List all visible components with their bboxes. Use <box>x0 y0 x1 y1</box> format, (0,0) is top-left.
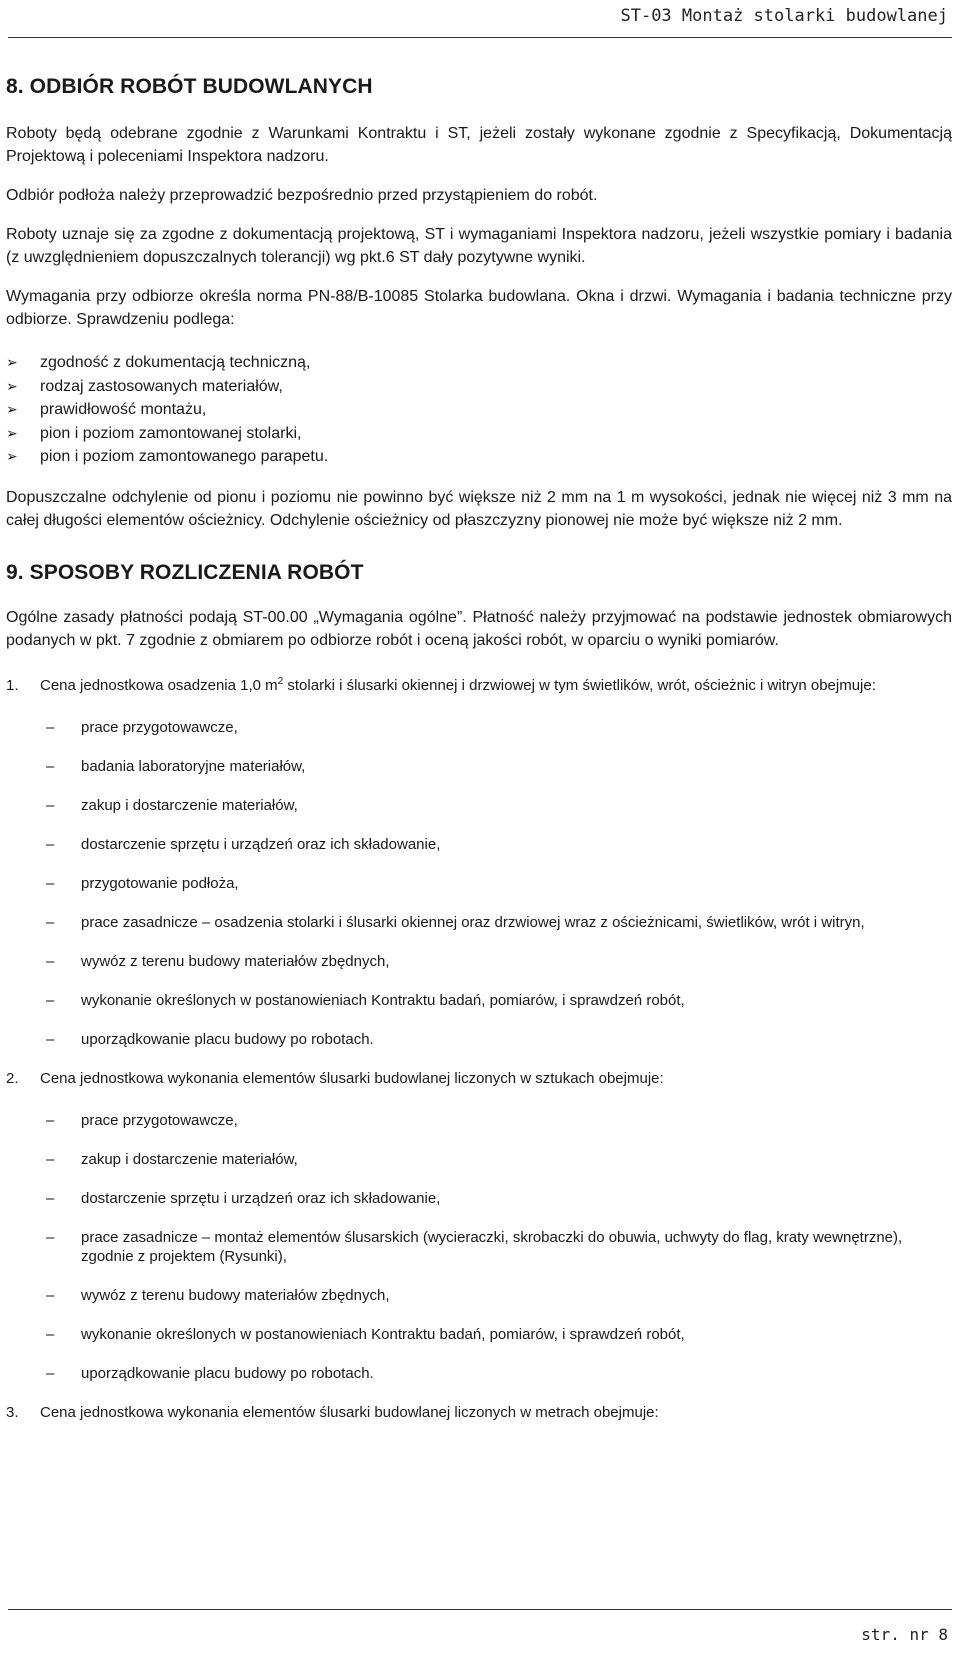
pricing-item-heading <box>6 1069 952 1089</box>
acceptance-check-text: rodzaj zastosowanych materiałów, <box>40 377 283 395</box>
acceptance-check-text: zgodność z dokumentacją techniczną, <box>40 354 311 371</box>
scope-list-item <box>6 1364 952 1383</box>
scope-list-text: przygotowanie podłoża, <box>81 874 239 892</box>
scope-list-item <box>6 796 952 815</box>
dash-bullet-icon: – <box>46 1150 55 1168</box>
section-8-paragraph-4: Wymagania przy odbiorze określa norma PN-88/B-10085 Stolarka budowlana. Okna i drzwi. Wymagania i badania techniczne przy odbiorze. Sprawdzeniu podlega: <box>6 288 952 328</box>
scope-list-item <box>6 952 952 971</box>
scope-list-text: wykonanie określonych w postanowieniach Kontraktu badań, pomiarów, i sprawdzeń robót, <box>81 991 685 1009</box>
section-9-paragraph-1: Ogólne zasady płatności podają ST-00.00 „Wymagania ogólne”. Płatność należy przyjmować na podstawie jednostek obmiarowych podanych w pkt. 7 zgodnie z obmiarem po odbiorze robót i oceną jakości robót, w oparciu o wyniki pomiarów. <box>6 608 952 649</box>
dash-bullet-icon: – <box>46 1325 55 1343</box>
dash-bullet-icon: – <box>46 835 55 853</box>
arrow-bullet-icon: ➢ <box>6 448 18 464</box>
pricing-item-text <box>40 1069 664 1089</box>
scope-list-text: dostarczenie sprzętu i urządzeń oraz ich składowanie, <box>81 835 441 853</box>
dash-bullet-icon: – <box>46 718 55 736</box>
acceptance-check-text: pion i poziom zamontowanego parapetu. <box>40 448 329 465</box>
dash-bullet-icon: – <box>46 757 55 775</box>
dash-bullet-icon: – <box>46 1030 55 1048</box>
scope-list-item <box>6 1228 952 1266</box>
scope-list-item <box>6 1325 952 1344</box>
dash-bullet-icon: – <box>46 991 55 1009</box>
acceptance-checks-list <box>6 351 952 469</box>
scope-list-item <box>6 835 952 854</box>
pricing-item-text <box>40 1403 659 1423</box>
pricing-item-heading <box>6 1403 952 1423</box>
acceptance-check-item <box>6 375 952 399</box>
scope-list-text: badania laboratoryjne materiałów, <box>81 757 306 775</box>
pricing-item-text-before: Cena jednostkowa wykonania elementów ślusarki budowlanej liczonych w metrach obejmuje: <box>40 1403 659 1421</box>
arrow-bullet-icon: ➢ <box>6 377 18 394</box>
pricing-item-number: 2. <box>6 1069 19 1087</box>
pricing-item-superscript: 2 <box>277 675 284 687</box>
scope-list-text: prace zasadnicze – osadzenia stolarki i ślusarki okiennej oraz drzwiowej wraz z ościeżnicami, świetlików, wrót i witryn, <box>81 913 865 931</box>
pricing-item-heading <box>6 676 952 696</box>
scope-list-text: uporządkowanie placu budowy po robotach. <box>81 1030 374 1048</box>
pricing-item-text-after: stolarki i ślusarki okiennej i drzwiowej w tym świetlików, wrót, ościeżnic i witryn obejmuje: <box>283 676 876 694</box>
section-8-heading: 8. ODBIÓR ROBÓT BUDOWLANYCH <box>6 75 373 98</box>
section-8-paragraph-5: Dopuszczalne odchylenie od pionu i poziomu nie powinno być większe niż 2 mm na 1 m wysokości, jednak nie więcej niż 3 mm na całej długości elementów ościeżnicy. Odchylenie ościeżnicy od płaszczyzny pionowej nie może być większe niż 2 mm. <box>6 488 952 529</box>
acceptance-check-item <box>6 398 952 422</box>
dash-bullet-icon: – <box>46 796 55 814</box>
scope-list-text: dostarczenie sprzętu i urządzeń oraz ich składowanie, <box>81 1189 441 1207</box>
scope-list-item <box>6 1189 952 1208</box>
dash-bullet-icon: – <box>46 952 55 970</box>
dash-bullet-icon: – <box>46 1364 55 1382</box>
footer-divider <box>8 1609 952 1610</box>
acceptance-check-text: prawidłowość montażu, <box>40 401 207 418</box>
scope-list-text: zakup i dostarczenie materiałów, <box>81 796 298 814</box>
scope-list-item <box>6 913 952 932</box>
section-8-paragraph-3: Roboty uznaje się za zgodne z dokumentacją projektową, ST i wymaganiami Inspektora nadzoru, jeżeli wszystkie pomiary i badania (z uwzględnieniem dopuszczalnych tolerancji) wg pkt.6 ST dały pozytywne wyniki. <box>6 226 952 266</box>
dash-bullet-icon: – <box>46 1189 55 1207</box>
section-9-heading: 9. SPOSOBY ROZLICZENIA ROBÓT <box>6 560 364 584</box>
scope-list-text: wywóz z terenu budowy materiałów zbędnych, <box>81 1286 390 1304</box>
scope-list-item <box>6 1286 952 1305</box>
dash-bullet-icon: – <box>46 1228 55 1246</box>
acceptance-check-item <box>6 445 952 469</box>
scope-list-text: zakup i dostarczenie materiałów, <box>81 1150 298 1168</box>
arrow-bullet-icon: ➢ <box>6 354 18 370</box>
acceptance-check-text: pion i poziom zamontowanej stolarki, <box>40 424 302 442</box>
pricing-item-scope-list <box>6 1111 952 1383</box>
dash-bullet-icon: – <box>46 1111 55 1129</box>
scope-list-text: prace przygotowawcze, <box>81 1111 238 1129</box>
scope-list-text: uporządkowanie placu budowy po robotach. <box>81 1364 374 1382</box>
scope-list-item <box>6 1030 952 1049</box>
dash-bullet-icon: – <box>46 913 55 931</box>
running-header-title: ST-03 Montaż stolarki budowlanej <box>620 6 948 26</box>
page-number: str. nr 8 <box>861 1625 948 1644</box>
acceptance-check-item <box>6 351 952 375</box>
pricing-item-text <box>40 676 876 696</box>
arrow-bullet-icon: ➢ <box>6 401 18 417</box>
section-8-paragraph-1: Roboty będą odebrane zgodnie z Warunkami Kontraktu i ST, jeżeli zostały wykonane zgodnie z Specyfikacją, Dokumentacją Projektową i poleceniami Inspektora nadzoru. <box>6 125 952 165</box>
document-body <box>6 74 952 1445</box>
dash-bullet-icon: – <box>46 874 55 892</box>
acceptance-check-item <box>6 422 952 446</box>
scope-list-text: wywóz z terenu budowy materiałów zbędnych, <box>81 952 390 970</box>
scope-list-item <box>6 874 952 893</box>
scope-list-text: prace zasadnicze – montaż elementów ślusarskich (wycieraczki, skrobaczki do obuwia, uchwyty do flag, kraty wewnętrzne), zgodnie z projektem (Rysunki), <box>81 1228 903 1265</box>
scope-list-text: prace przygotowawcze, <box>81 718 238 736</box>
scope-list-item <box>6 757 952 776</box>
pricing-item-scope-list <box>6 718 952 1049</box>
pricing-item-number: 1. <box>6 676 19 694</box>
pricing-item-number: 3. <box>6 1403 19 1421</box>
scope-list-item <box>6 1111 952 1130</box>
arrow-bullet-icon: ➢ <box>6 424 18 441</box>
dash-bullet-icon: – <box>46 1286 55 1304</box>
scope-list-item <box>6 991 952 1010</box>
pricing-items-list <box>6 676 952 1423</box>
section-8-paragraph-2: Odbiór podłoża należy przeprowadzić bezpośrednio przed przystąpieniem do robót. <box>6 187 598 204</box>
pricing-item-text-before: Cena jednostkowa wykonania elementów ślusarki budowlanej liczonych w sztukach obejmuje: <box>40 1069 664 1087</box>
header-divider <box>8 37 952 38</box>
pricing-item-text-before: Cena jednostkowa osadzenia 1,0 m <box>40 676 278 694</box>
scope-list-item <box>6 1150 952 1169</box>
scope-list-item <box>6 718 952 737</box>
scope-list-text: wykonanie określonych w postanowieniach Kontraktu badań, pomiarów, i sprawdzeń robót, <box>81 1325 685 1343</box>
